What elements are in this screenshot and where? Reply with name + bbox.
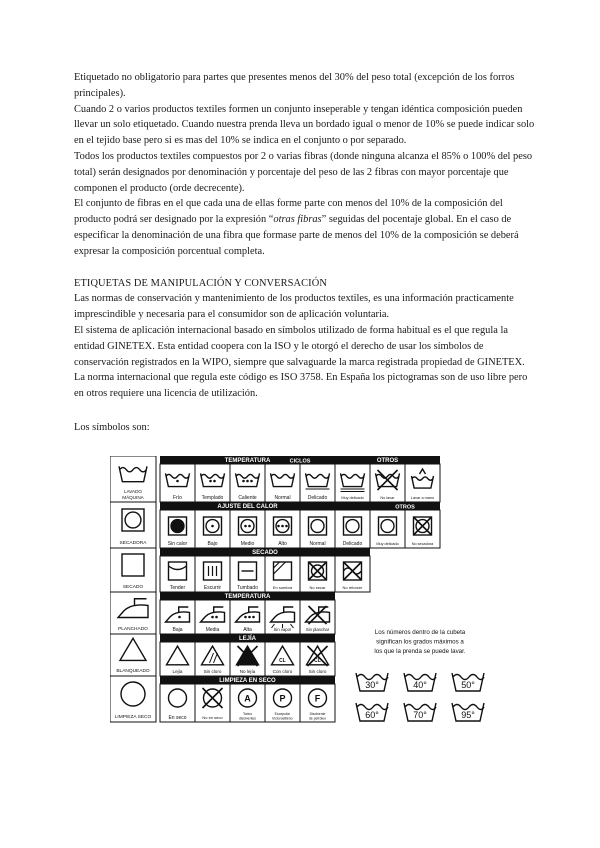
wash-2-dot-2	[250, 480, 253, 483]
wash-1-dot-0	[209, 480, 212, 483]
bleach-label-1: Sin cloro	[203, 669, 222, 674]
bleach-label-4: Sin cloro	[308, 669, 327, 674]
header-secado-label: SECADO	[252, 549, 278, 556]
wash-label-2: Caliente	[238, 495, 257, 501]
paragraph-etiquetado: Etiquetado no obligatorio para partes que presentes menos del 30% del peso total (excepción de los forros principales).	[74, 72, 515, 99]
care-symbols-svg	[110, 456, 502, 730]
iron-cell-0	[160, 600, 195, 634]
iron-2-dot-0	[244, 616, 247, 619]
dryclean-cell-4	[300, 684, 335, 722]
iron-label-4: Sin planchar	[305, 627, 330, 632]
temp-tub-5	[452, 703, 484, 721]
bleach-label-3: Con cloro	[272, 669, 293, 674]
dryclean-cell-0	[160, 684, 195, 722]
wash-label-4: Delicado	[307, 495, 328, 501]
dry-label-3: En sombra	[272, 585, 293, 590]
otras-fibras-text-b: ” seguidas del pocentaje global. En el caso de especificar la denominación de una fibra que formase parte de menos del 10% de la composición se deberá expresar la composición porcentual completa.	[74, 214, 519, 257]
iron-1-dot-0	[211, 616, 214, 619]
wash-1-dot-1	[213, 480, 216, 483]
dryer-2-dot-0	[244, 525, 247, 528]
iron-cell-2	[230, 600, 265, 634]
temp-value-5: 95°	[461, 710, 475, 720]
dryer-cell-3	[265, 510, 300, 548]
wash-cell-7	[405, 464, 440, 502]
dry-label-5: No retorcer	[342, 585, 363, 590]
temp-value-4: 70°	[413, 710, 427, 720]
row-label-text-5: LIMPIEZA SECO	[114, 715, 152, 720]
dryclean-cell-3	[265, 684, 300, 722]
paragraph-otras-fibras	[74, 196, 536, 259]
dry-cell-5	[335, 556, 370, 592]
wash-cell-2	[230, 464, 265, 502]
wash-cell-5	[335, 464, 370, 502]
temp-tub-0	[356, 673, 388, 691]
dry-label-2: Tumbado	[237, 585, 258, 591]
row-label-text-3: PLANCHADO	[118, 627, 148, 632]
dryer-label-0: Sin calor	[167, 541, 188, 547]
iron-label-2: Alta	[243, 627, 252, 633]
bleach-cell-4	[300, 642, 335, 676]
wash-label-5: Muy delicado	[341, 496, 364, 500]
dryer-cell-0	[160, 510, 195, 548]
bleach-cell-2	[230, 642, 265, 676]
temp-tub-water-5	[453, 705, 484, 710]
wash-label-0: Frío	[173, 495, 182, 501]
dry-cell-3	[265, 556, 300, 592]
temp-value-2: 50°	[461, 680, 475, 690]
dryer-label-1: Bajo	[207, 541, 218, 547]
header-lejia-label: LEJÍA	[238, 635, 257, 642]
wash-2-dot-0	[242, 480, 245, 483]
row-label-text-4: BLANQUEADO	[116, 669, 150, 674]
iron-0-dot-0	[178, 616, 181, 619]
header-ciclos: CICLOS	[289, 458, 311, 465]
temp-tub-water-4	[405, 705, 436, 710]
dryer-label-2: Medio	[240, 541, 255, 547]
header-ajuste-calor-label: AJUSTE DEL CALOR	[217, 503, 278, 510]
otras-fibras-emphasis: otras fibras	[273, 214, 322, 226]
iron-cell-4	[300, 600, 335, 634]
row-label-text-0b: MÁQUINA	[122, 495, 144, 500]
temp-value-1: 40°	[413, 680, 427, 690]
iron-2-dot-1	[248, 616, 251, 619]
dry-cell-0	[160, 556, 195, 592]
temp-note-line-0: Los números dentro de la cubeta	[374, 629, 466, 636]
document-body	[74, 70, 536, 436]
row-label-text-0a: LAVADO	[124, 489, 142, 494]
dryclean-letter-3: P	[279, 693, 286, 704]
dryclean-label-a-3: Excepción	[274, 712, 291, 716]
bleach-cell-1	[195, 642, 230, 676]
dryer-label-3: Alto	[278, 541, 287, 547]
dryer-cell-4	[300, 510, 335, 548]
row-label-cell-3	[110, 592, 156, 634]
temp-value-0: 30°	[365, 680, 379, 690]
dryer-cell-7	[405, 510, 440, 548]
dry-label-4: No secar	[309, 585, 326, 590]
iron-label-0: Baja	[172, 627, 183, 633]
section-title: ETIQUETAS DE MANIPULACIÓN Y CONVERSACIÓN	[74, 277, 327, 289]
dryclean-letter-4: F	[314, 693, 321, 704]
iron-2-dot-2	[252, 616, 255, 619]
dryer-3-dot-1	[281, 525, 284, 528]
temp-tub-water-1	[405, 675, 436, 680]
temp-note-line-1: significan los grados máximos a	[376, 638, 464, 646]
wash-label-6: No lavar	[380, 496, 395, 500]
row-label-text-1: SECADORA	[119, 541, 147, 546]
symbols-intro: Los símbolos son:	[74, 421, 150, 433]
iron-1-dot-1	[215, 616, 218, 619]
iron-cell-1	[195, 600, 230, 634]
wash-2-dot-1	[246, 480, 249, 483]
dryer-3-dot-2	[285, 525, 288, 528]
dryclean-label-b-3: tricloroetileno	[272, 716, 293, 721]
care-symbols-chart	[110, 456, 502, 730]
dryclean-cell-1	[195, 684, 230, 722]
dry-cell-4	[300, 556, 335, 592]
iron-label-1: Media	[205, 627, 220, 633]
otras-fibras-text-a: El conjunto de fibras en el que cada una de ellas forme parte con menos del 10% de la composición del producto podrá ser designado por la expresión “	[74, 198, 503, 226]
row-label-cell-5	[110, 676, 156, 722]
header-temperatura-label: TEMPERATURA	[224, 457, 271, 464]
wash-cell-0	[160, 464, 195, 502]
wash-cell-4	[300, 464, 335, 502]
iron-cell-3	[265, 600, 300, 634]
row-label-cell-1	[110, 502, 156, 548]
chlorine-label: CL	[279, 658, 286, 664]
no-chlorine-label: CL	[314, 658, 321, 664]
dry-label-0: Tender	[169, 585, 186, 591]
dryer-cell-5	[335, 510, 370, 548]
dryer-0-circle	[171, 520, 184, 533]
paragraph-ginetex: El sistema de aplicación internacional basado en símbolos utilizado de forma habitual es el que regula la entidad GINETEX. Esta entidad coopera con la ISO y le otorgó el derecho de usar los símbolos de conservación registrados en la WIPO, siempre que salvaguarde la marca registrada propiedad de GINETEX. La norma internacional que regula este código es ISO 3758. En España los pictogramas son de uso libre pero en otros requiere una licencia de utilización.	[74, 324, 528, 400]
dryer-label-7: No secadora	[411, 542, 434, 546]
bleach-cell-3	[265, 642, 300, 676]
wash-cell-6	[370, 464, 405, 502]
dryer-cell-6	[370, 510, 405, 548]
dryclean-label-a-2: Todos	[242, 712, 253, 716]
dryclean-label-b-2: disolventes	[239, 716, 256, 721]
paragraph-fibras: Todos los productos textiles compuestos por 2 o varias fibras (donde ninguna alcanza el 85% o 100% del peso total) serán designados por denominación y porcentaje del peso de las 2 fibras con mayor porcentaje que componen el producto (orde decrecente).	[74, 150, 533, 194]
wash-label-7: Lavar a mano	[410, 496, 435, 500]
wash-0-dot-0	[176, 480, 179, 483]
header-temperatura-plancha-label: TEMPERATURA	[224, 593, 271, 600]
wash-label-3: Normal	[274, 495, 291, 501]
header-limpieza-seco-label: LIMPIEZA EN SECO	[219, 677, 276, 684]
temp-tub-3	[356, 703, 388, 721]
dryer-label-4: Normal	[309, 541, 326, 547]
temp-tub-water-2	[453, 675, 484, 680]
dryer-2-dot-1	[248, 525, 251, 528]
row-label-cell-2	[110, 548, 156, 592]
temp-tub-1	[404, 673, 436, 691]
wash-label-1: Templado	[201, 495, 224, 501]
dryer-1-dot-0	[211, 525, 214, 528]
temp-value-3: 60°	[365, 710, 379, 720]
header-ciclos-dryer-bar	[335, 502, 440, 510]
paragraph-conjunto: Cuando 2 o varios productos textiles formen un conjunto inseperable y tengan idéntica composición pueden llevar un solo etiquetado. Cuando nuestra prenda lleva un bordado igual o menor de 10% se puede indicar solo en el tejido base pero si es mas del 10% se indica en el conjunto o por separado.	[74, 103, 535, 147]
dry-cell-1	[195, 556, 230, 592]
row-label-text-2: SECADO	[122, 585, 144, 590]
header-otros-label: OTROS	[376, 457, 399, 464]
temp-note-line-2: los que la prenda se puede lavar.	[374, 648, 466, 655]
paragraph-normas: Las normas de conservación y mantenimiento de los productos textiles, es una información practicamente imprescindible y necesaria para el consumidor son de aplicación voluntaria.	[74, 293, 514, 321]
temp-tub-water-0	[357, 675, 388, 680]
dryclean-label-1: No en seco	[202, 715, 223, 720]
row-label-cell-4	[110, 634, 156, 676]
bleach-label-0: Lejía	[172, 669, 183, 674]
dryer-cell-1	[195, 510, 230, 548]
dry-cell-2	[230, 556, 265, 592]
dryclean-letter-2: A	[244, 693, 251, 704]
bleach-label-2: No lejía	[239, 669, 256, 674]
dryer-cell-2	[230, 510, 265, 548]
dry-label-1: Escurrir	[203, 585, 222, 591]
dryer-label-6: Muy delicado	[376, 542, 399, 546]
dryer-3-dot-0	[277, 525, 280, 528]
header-otros-dryer: OTROS	[395, 504, 415, 511]
dryclean-label-a-4: Disolvente	[309, 712, 326, 716]
bleach-cell-0	[160, 642, 195, 676]
temp-tub-water-3	[357, 705, 388, 710]
wash-cell-3	[265, 464, 300, 502]
temp-tub-4	[404, 703, 436, 721]
row-label-cell-0	[110, 456, 156, 502]
temp-tub-2	[452, 673, 484, 691]
dryclean-label-0: En seco	[168, 715, 187, 721]
dryclean-label-b-4: de petróleo	[309, 716, 326, 721]
wash-cell-1	[195, 464, 230, 502]
dryclean-cell-2	[230, 684, 265, 722]
iron-label-3: Sin vapor	[273, 627, 292, 632]
dryer-label-5: Delicado	[342, 541, 363, 547]
